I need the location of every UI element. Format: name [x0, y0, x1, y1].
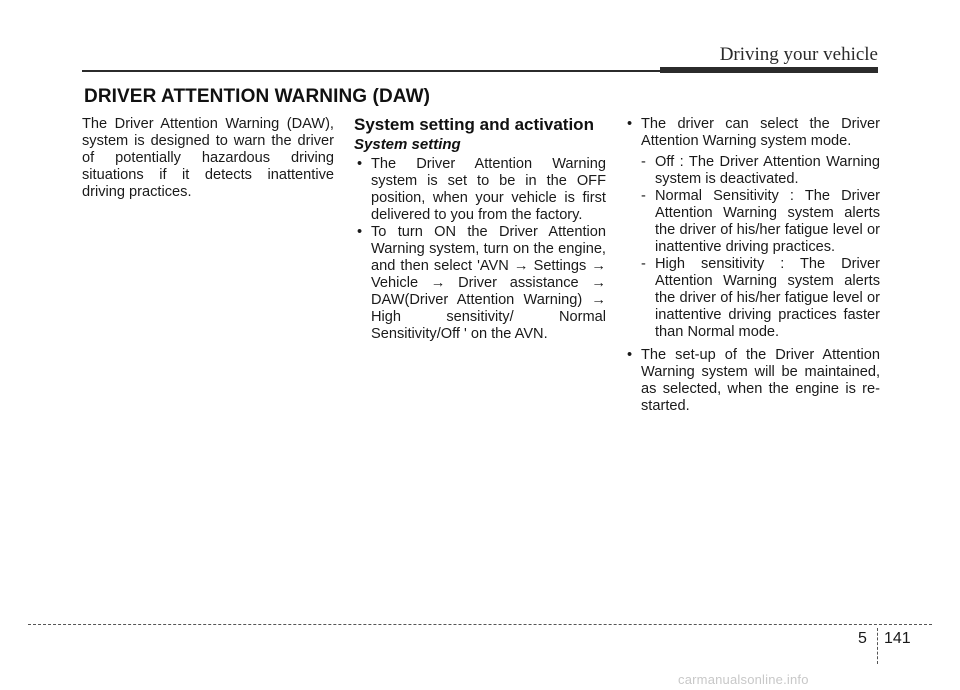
section-title: DRIVER ATTENTION WARNING (DAW) — [84, 86, 431, 107]
footer-divider — [28, 624, 932, 625]
bullet-select-mode: • The driver can select the Driver Attention Warning system mode. — [624, 116, 880, 150]
bullet-turn-on-instructions: • To turn ON the Driver Attention Warning system, turn on the engine, and then select 'AVN → Settings → Vehicle → Driver assistance → DAW(Driver Attention Warning) → High sensitivity/ Normal Sensitivity/Off ' on the AVN. — [354, 224, 606, 343]
column-intro — [82, 116, 334, 201]
header-rule — [82, 70, 660, 72]
column-system-setting — [354, 116, 606, 343]
mode-list — [641, 154, 880, 341]
header-accent-bar — [660, 67, 878, 73]
mode-high-sensitivity: - High sensitivity : The Driver Attention Warning system alerts the driver of his/her fatigue level or inattentive driving practices faster than Normal mode. — [641, 256, 880, 340]
footer-page-divider — [877, 628, 878, 664]
chapter-number: 5 — [858, 630, 867, 647]
system-setting-subheading: System setting — [354, 136, 461, 153]
page-number: 141 — [884, 630, 911, 647]
mode-normal-sensitivity: - Normal Sensitivity : The Driver Attention Warning system alerts the driver of his/her fatigue level or inattentive driving practices. — [641, 188, 880, 255]
intro-paragraph: The Driver Attention Warning (DAW), system is designed to warn the driver of potentially hazardous driving situations if it detects inattentive driving practices. — [82, 116, 334, 200]
chapter-title: Driving your vehicle — [719, 44, 878, 65]
mode-off: - Off : The Driver Attention Warning system is deactivated. — [641, 154, 880, 187]
bullet-setup-maintained: • The set-up of the Driver Attention Warning system will be maintained, as selected, when the engine is re-started. — [624, 347, 880, 415]
watermark: carmanualsonline.info — [678, 672, 809, 687]
column-modes — [624, 116, 880, 415]
system-setting-heading: System setting and activation — [354, 115, 594, 134]
bullet-default-off: • The Driver Attention Warning system is set to be in the OFF position, when your vehicle is first delivered to you from the factory. — [354, 156, 606, 224]
